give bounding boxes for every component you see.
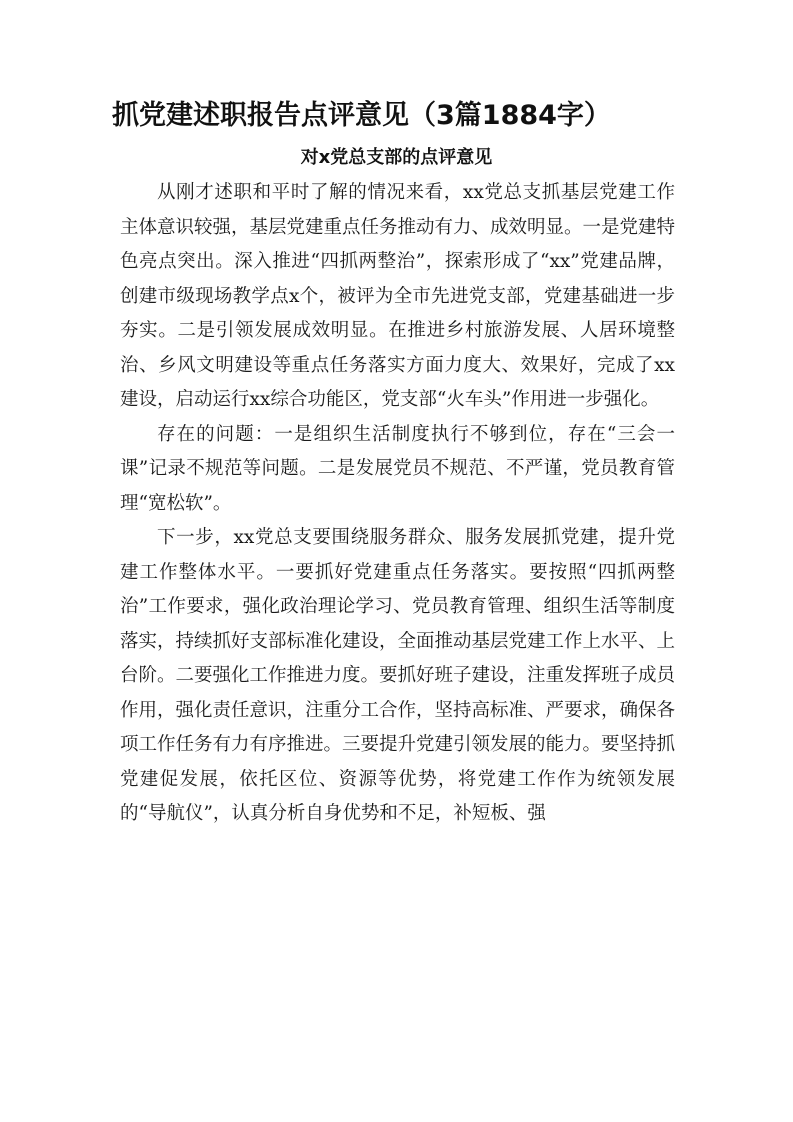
paragraph-problems: 存在的问题：一是组织生活制度执行不够到位，存在“三会一课”记录不规范等问题。二是发展党员不规范、不严谨，党员教育管理“宽松软”。 bbox=[120, 423, 675, 514]
document-body bbox=[120, 176, 675, 832]
document-title: 抓党建述职报告点评意见（3篇1884字） bbox=[112, 100, 611, 131]
paragraph-next-steps: 下一步，xx党总支要围绕服务群众、服务发展抓党建，提升党建工作整体水平。一要抓好党建重点任务落实。要按照“四抓两整治”工作要求，强化政治理论学习、党员教育管理、组织生活等制度落实，持续抓好支部标准化建设，全面推动基层党建工作上水平、上台阶。二要强化工作推进力度。要抓好班子建设，注重发挥班子成员作用，强化责任意识，注重分工合作，坚持高标准、严要求，确保各项工作任务有力有序推进。三要提升党建引领发展的能力。要坚持抓党建促发展，依托区位、资源等优势，将党建工作作为统领发展的“导航仪”，认真分析自身优势和不足，补短板、强 bbox=[120, 527, 676, 824]
document-subtitle: 对x党总支部的点评意见 bbox=[300, 147, 493, 168]
paragraph-assessment: 从刚才述职和平时了解的情况来看，xx党总支抓基层党建工作主体意识较强，基层党建重点任务推动有力、成效明显。一是党建特色亮点突出。深入推进“四抓两整治”，探索形成了“xx”党建品牌，创建市级现场教学点x个，被评为全市先进党支部，党建基础进一步夯实。二是引领发展成效明显。在推进乡村旅游发展、人居环境整治、乡风文明建设等重点任务落实方面力度大、效果好，完成了xx建设，启动运行xx综合功能区，党支部“火车头”作用进一步强化。 bbox=[120, 182, 676, 410]
